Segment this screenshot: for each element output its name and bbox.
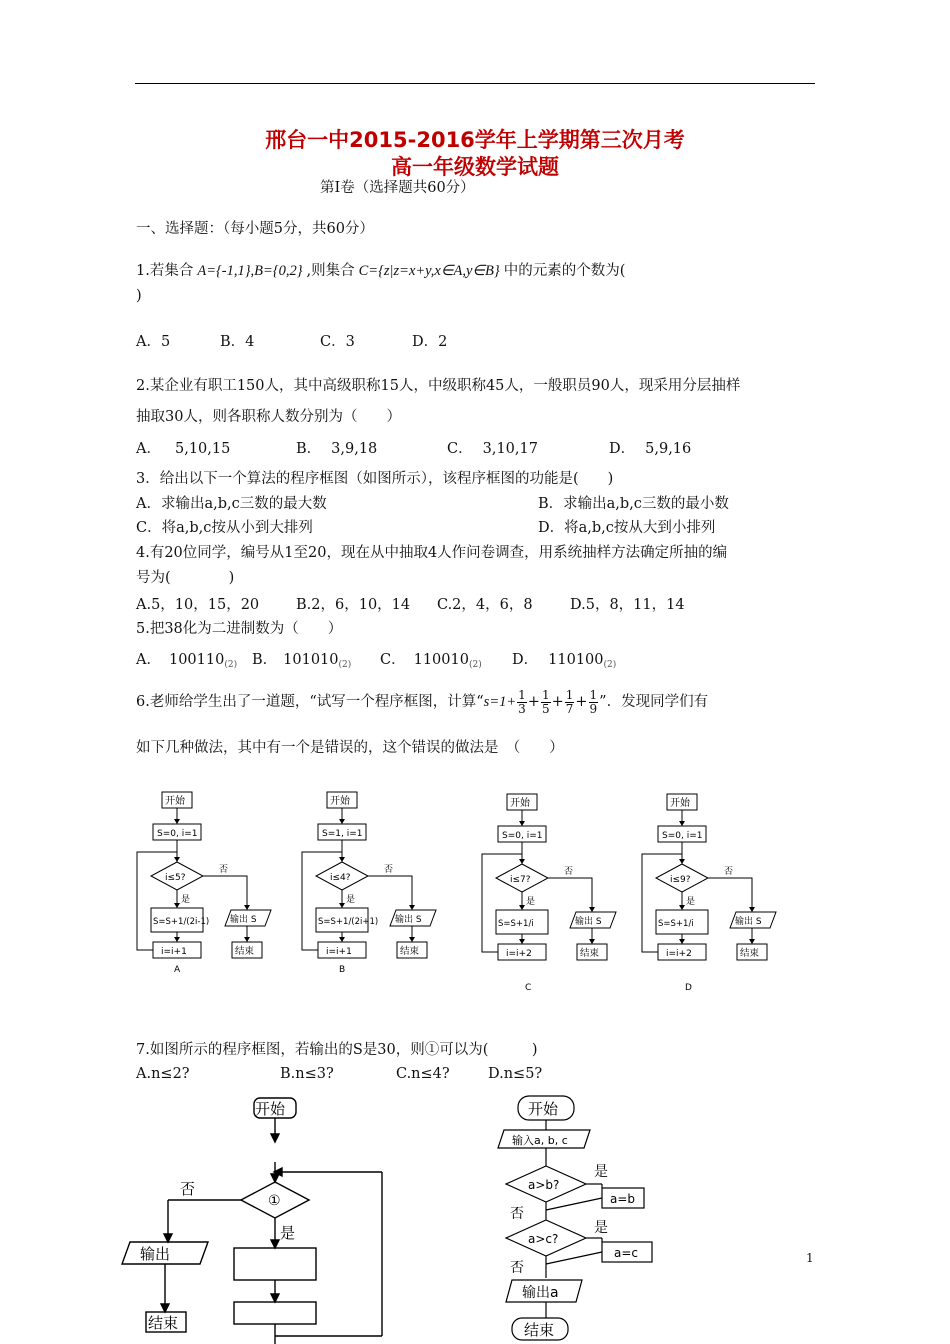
q6-B-output-label: 输出 S xyxy=(395,915,422,925)
q6-C-start-label: 开始 xyxy=(510,798,530,809)
q7-process-box-2 xyxy=(234,1302,316,1324)
q3-output-label: 输出a xyxy=(522,1285,559,1301)
q6-A-cond-label: i≤5? xyxy=(165,873,186,883)
q3-start-label: 开始 xyxy=(528,1100,559,1118)
q7-option-a: A.n≤2? xyxy=(136,1066,190,1082)
q4-option-b: B.2，6，10，14 xyxy=(296,597,411,613)
q6-D-start-label: 开始 xyxy=(670,798,690,809)
q6-C-no-label: 否 xyxy=(564,867,574,877)
q7-option-b: B.n≤3? xyxy=(280,1066,334,1082)
q6-D-yes-label: 是 xyxy=(686,897,696,907)
q7-process-box-1 xyxy=(234,1248,316,1280)
question-6-line2: 如下几种做法，其中有一个是错误的，这个错误的做法是 （ ） xyxy=(136,740,564,756)
part-heading: 第Ⅰ卷（选择题共60分） xyxy=(320,180,475,196)
q6-B-caption: B xyxy=(339,965,346,975)
q6-C-body-label: S=S+1/i xyxy=(498,919,534,929)
q2-option-b: B． 3,9,18 xyxy=(296,441,378,457)
q5-option-c: C． $110010_{(2)}$ xyxy=(380,652,482,670)
q6-B-inc-label: i=i+1 xyxy=(326,947,352,957)
q6-B-cond-label: i≤4? xyxy=(330,873,351,883)
q3-cond1-label: a>b? xyxy=(528,1178,560,1192)
q3-yes1-label: 是 xyxy=(594,1164,608,1180)
fraction-1-3: $\frac{1}{3}$ xyxy=(518,687,526,716)
q6-A-yes-label: 是 xyxy=(181,895,191,905)
q6-A-body-label: S=S+1/(2i-1) xyxy=(153,917,210,927)
q6-A-caption: A xyxy=(174,965,181,975)
q6-flowcharts xyxy=(0,780,950,1010)
q3-input-label: 输入a, b, c xyxy=(512,1134,568,1147)
q2-option-c: C． 3,10,17 xyxy=(447,441,538,457)
q7-condition-label: ① xyxy=(268,1193,281,1209)
q6-B-no-label: 否 xyxy=(384,865,394,875)
q2-option-a: A． 5,10,15 xyxy=(136,441,231,457)
q6-C-yes-label: 是 xyxy=(526,897,536,907)
q6-C-inc-label: i=i+2 xyxy=(506,949,532,959)
question-3: 3．给出以下一个算法的程序框图（如图所示），该程序框图的功能是( ) xyxy=(136,471,614,487)
q6-D-no-label: 否 xyxy=(724,867,734,877)
q5-option-d: D． $110100_{(2)}$ xyxy=(512,652,617,670)
q3-cond2-label: a>c? xyxy=(528,1232,559,1246)
exam-title: 邢台一中2015-2016学年上学期第三次月考 xyxy=(265,128,685,152)
question-5: 5.把38化为二进制数为（ ） xyxy=(136,621,343,637)
q6-D-inc-label: i=i+2 xyxy=(666,949,692,959)
q6-C-caption: C xyxy=(525,983,532,993)
q6-A-init-label: S=0, i=1 xyxy=(157,829,198,839)
q3-no1-label: 否 xyxy=(510,1206,524,1222)
question-2-line2: 抽取30人，则各职称人数分别为（ ） xyxy=(136,409,401,425)
fraction-1-7: $\frac{1}{7}$ xyxy=(565,687,574,716)
question-7: 7.如图所示的程序框图，若输出的S是30，则①可以为( ) xyxy=(136,1042,538,1058)
question-2-line1: 2.某企业有职工150人，其中高级职称15人，中级职称45人，一般职员90人，现采用分层抽样 xyxy=(136,378,741,394)
q3-end-label: 结束 xyxy=(524,1321,555,1339)
q6-A-output-label: 输出 S xyxy=(230,915,257,925)
q6-A-end-label: 结束 xyxy=(235,946,255,957)
q3-no2-label: 否 xyxy=(510,1260,524,1276)
q6-D-caption: D xyxy=(685,983,692,993)
question-1-cont: ) xyxy=(136,288,142,304)
q4-option-d: D.5，8，11，14 xyxy=(570,597,685,613)
q6-B-body-label: S=S+1/(2i+1) xyxy=(318,917,379,927)
q6-B-end-label: 结束 xyxy=(400,946,420,957)
exam-subtitle: 高一年级数学试题 xyxy=(391,155,559,179)
q1-option-c: C．3 xyxy=(320,334,355,350)
fraction-1-9: $\frac{1}{9}$ xyxy=(589,687,598,716)
q2-option-d: D． 5,9,16 xyxy=(609,441,692,457)
q6-C-output-label: 输出 S xyxy=(575,917,602,927)
q6-C-cond-label: i≤7? xyxy=(510,875,531,885)
q6-C-init-label: S=0, i=1 xyxy=(502,831,543,841)
q7-option-d: D.n≤5? xyxy=(488,1066,543,1082)
question-4-line1: 4.有20位同学，编号从1至20，现在从中抽取4人作问卷调查，用系统抽样方法确定所抽的编 xyxy=(136,545,728,561)
q3-flowchart xyxy=(490,1090,660,1344)
q3-assign1-label: a=b xyxy=(610,1192,636,1206)
q6-A-inc-label: i=i+1 xyxy=(161,947,187,957)
q5-option-a: A． $100110_{(2)}$ xyxy=(136,652,238,670)
question-4-line2: 号为( ) xyxy=(136,570,235,586)
q6-D-init-label: S=0, i=1 xyxy=(662,831,703,841)
q6-D-body-label: S=S+1/i xyxy=(658,919,694,929)
q3-assign2-label: a=c xyxy=(614,1246,639,1260)
q6-A-no-label: 否 xyxy=(219,865,229,875)
q6-B-init-label: S=1, i=1 xyxy=(322,829,363,839)
q5-option-b: B． $101010_{(2)}$ xyxy=(252,652,352,670)
q7-no-label: 否 xyxy=(180,1180,196,1198)
q6-D-end-label: 结束 xyxy=(740,948,760,959)
q6-D-output-label: 输出 S xyxy=(735,917,762,927)
q3-option-c: C．将a,b,c按从小到大排列 xyxy=(136,520,313,536)
question-1: 1.若集合 A={-1,1},B={0,2} ,则集合 C={z|z=x+y,x∈A,y∈B} 中的元素的个数为( xyxy=(136,263,626,279)
q3-yes2-label: 是 xyxy=(594,1220,608,1236)
q6-A-start-label: 开始 xyxy=(165,796,185,807)
q3-option-b: B．求输出a,b,c三数的最小数 xyxy=(538,496,729,512)
page-number: 1 xyxy=(806,1251,814,1265)
q6-D-cond-label: i≤9? xyxy=(670,875,691,885)
header-rule xyxy=(135,83,815,84)
q4-option-c: C.2，4，6，8 xyxy=(437,597,533,613)
q7-start-label: 开始 xyxy=(255,1100,286,1118)
q7-option-c: C.n≤4? xyxy=(396,1066,450,1082)
q7-output-label: 输出 xyxy=(140,1245,171,1263)
q4-option-a: A.5，10，15，20 xyxy=(136,597,260,613)
q7-end-label: 结束 xyxy=(148,1314,179,1332)
q1-option-b: B．4 xyxy=(220,334,255,350)
q6-B-start-label: 开始 xyxy=(330,796,350,807)
q1-option-a: A．5 xyxy=(136,334,171,350)
q6-C-end-label: 结束 xyxy=(580,948,600,959)
question-6-line1: 6.老师给学生出了一道题，“试写一个程序框图，计算“s=1+ $\frac{1}{3}$ + $\frac{1}{5}$ + $\frac{1}{7}$ + $\frac{1}{9}$ ”．发现同学们有 xyxy=(136,687,709,716)
q7-flowchart xyxy=(120,1090,400,1344)
q1-option-d: D．2 xyxy=(412,334,448,350)
section-heading: 一、选择题：（每小题5分，共60分） xyxy=(136,221,374,237)
q3-option-d: D．将a,b,c按从大到小排列 xyxy=(538,520,716,536)
q6-B-yes-label: 是 xyxy=(346,895,356,905)
q3-option-a: A．求输出a,b,c三数的最大数 xyxy=(136,496,327,512)
fraction-1-5: $\frac{1}{5}$ xyxy=(541,687,550,716)
q7-yes-label: 是 xyxy=(280,1224,296,1242)
